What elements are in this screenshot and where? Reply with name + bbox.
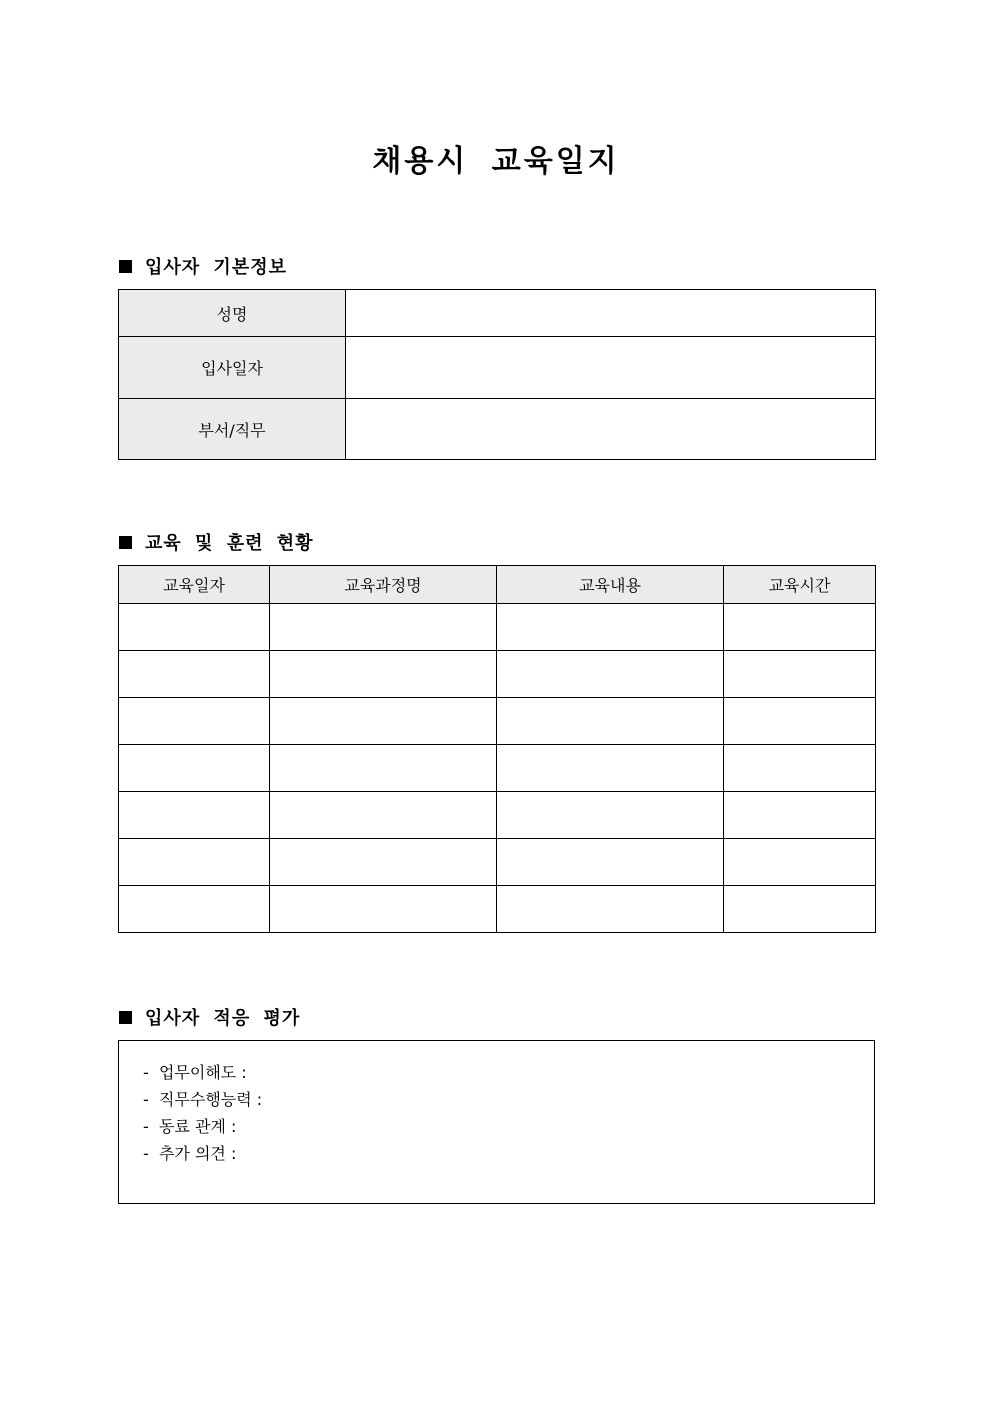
training-hours-cell[interactable] bbox=[724, 792, 876, 839]
training-content-cell[interactable] bbox=[497, 886, 724, 933]
square-bullet-icon bbox=[119, 1011, 132, 1024]
evaluation-item-job-performance: - 직무수행능력 : bbox=[143, 1090, 263, 1109]
evaluation-box[interactable] bbox=[118, 1040, 875, 1204]
label-join-date: 입사일자 bbox=[119, 337, 346, 399]
table-row bbox=[119, 604, 876, 651]
name-field[interactable] bbox=[346, 290, 876, 337]
table-row bbox=[119, 337, 876, 399]
training-date-cell[interactable] bbox=[119, 745, 270, 792]
evaluation-list bbox=[143, 1059, 262, 1167]
table-row bbox=[119, 290, 876, 337]
section-heading-basic-info bbox=[119, 253, 287, 279]
training-hours-cell[interactable] bbox=[724, 651, 876, 698]
label-name: 성명 bbox=[119, 290, 346, 337]
evaluation-item-additional-comments: - 추가 의견 : bbox=[143, 1144, 237, 1163]
training-date-cell[interactable] bbox=[119, 839, 270, 886]
square-bullet-icon bbox=[119, 260, 132, 273]
training-content-cell[interactable] bbox=[497, 698, 724, 745]
training-course-cell[interactable] bbox=[270, 792, 497, 839]
evaluation-item-job-understanding: - 업무이해도 : bbox=[143, 1063, 247, 1082]
section-heading-evaluation bbox=[119, 1004, 300, 1030]
training-hours-cell[interactable] bbox=[724, 839, 876, 886]
square-bullet-icon bbox=[119, 536, 132, 549]
training-course-cell[interactable] bbox=[270, 745, 497, 792]
label-department-role: 부서/직무 bbox=[119, 399, 346, 460]
basic-info-table bbox=[118, 289, 876, 460]
table-row bbox=[119, 886, 876, 933]
training-date-cell[interactable] bbox=[119, 651, 270, 698]
training-course-cell[interactable] bbox=[270, 698, 497, 745]
column-header-hours: 교육시간 bbox=[724, 566, 876, 604]
training-course-cell[interactable] bbox=[270, 651, 497, 698]
section-heading-training bbox=[119, 529, 314, 555]
training-hours-cell[interactable] bbox=[724, 698, 876, 745]
section-heading-text: 입사자 기본정보 bbox=[145, 257, 287, 278]
section-heading-text: 입사자 적응 평가 bbox=[145, 1008, 301, 1029]
training-content-cell[interactable] bbox=[497, 604, 724, 651]
training-date-cell[interactable] bbox=[119, 886, 270, 933]
column-header-date: 교육일자 bbox=[119, 566, 270, 604]
training-hours-cell[interactable] bbox=[724, 745, 876, 792]
join-date-field[interactable] bbox=[346, 337, 876, 399]
training-course-cell[interactable] bbox=[270, 604, 497, 651]
table-row bbox=[119, 792, 876, 839]
training-course-cell[interactable] bbox=[270, 839, 497, 886]
table-row bbox=[119, 399, 876, 460]
training-content-cell[interactable] bbox=[497, 651, 724, 698]
table-header-row bbox=[119, 566, 876, 604]
table-row bbox=[119, 839, 876, 886]
table-row bbox=[119, 651, 876, 698]
training-content-cell[interactable] bbox=[497, 792, 724, 839]
training-date-cell[interactable] bbox=[119, 698, 270, 745]
training-table bbox=[118, 565, 876, 933]
column-header-content: 교육내용 bbox=[497, 566, 724, 604]
column-header-course: 교육과정명 bbox=[270, 566, 497, 604]
training-content-cell[interactable] bbox=[497, 745, 724, 792]
training-date-cell[interactable] bbox=[119, 604, 270, 651]
training-content-cell[interactable] bbox=[497, 839, 724, 886]
training-hours-cell[interactable] bbox=[724, 604, 876, 651]
training-course-cell[interactable] bbox=[270, 886, 497, 933]
section-heading-text: 교육 및 훈련 현황 bbox=[145, 533, 314, 554]
evaluation-item-peer-relations: - 동료 관계 : bbox=[143, 1117, 237, 1136]
training-hours-cell[interactable] bbox=[724, 886, 876, 933]
table-row bbox=[119, 745, 876, 792]
table-row bbox=[119, 698, 876, 745]
page-title: 채용시 교육일지 bbox=[372, 144, 620, 179]
department-role-field[interactable] bbox=[346, 399, 876, 460]
training-date-cell[interactable] bbox=[119, 792, 270, 839]
